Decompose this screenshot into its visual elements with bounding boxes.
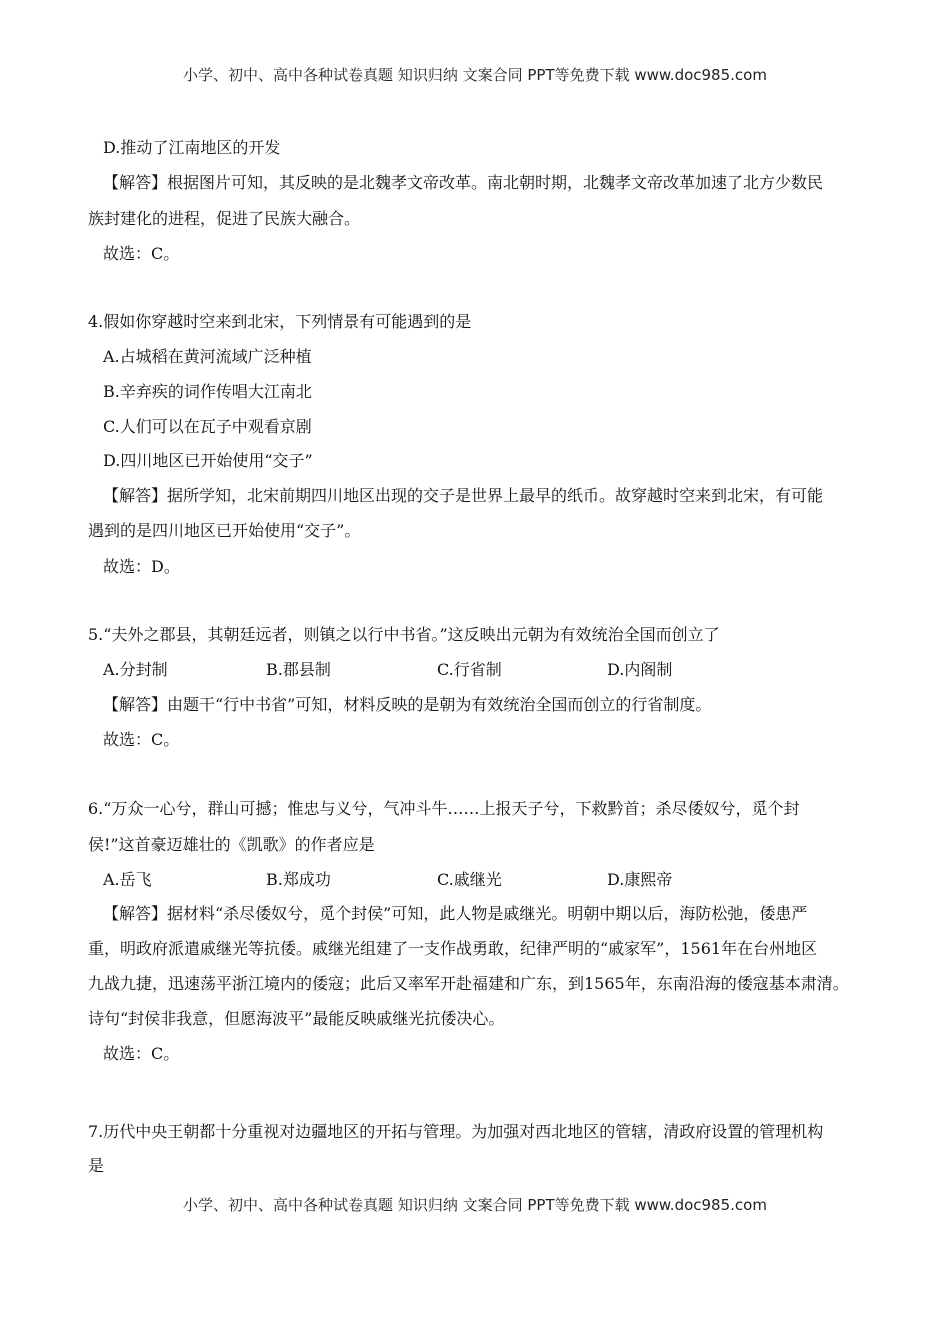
- q6-option-a: A.岳飞: [103, 870, 152, 889]
- q6-option-b: B.郑成功: [266, 870, 331, 889]
- q4-option-b: B.辛弃疾的词作传唱大江南北: [103, 382, 312, 401]
- q6-answer: 【解答】据材料“杀尽倭奴兮，觅个封侯”可知，此人物是戚继光。明朝中期以后，海防松弛，倭患严: [103, 904, 808, 923]
- q6-answer-cont-1: 重，明政府派遣戚继光等抗倭。戚继光组建了一支作战勇敢，纪律严明的“戚家军”，1561年在台州地区: [88, 939, 818, 958]
- q3-answer-cont: 族封建化的进程，促进了民族大融合。: [88, 209, 361, 228]
- q3-option-d: D.推动了江南地区的开发: [103, 138, 281, 157]
- q4-question: 4.假如你穿越时空来到北宋，下列情景有可能遇到的是: [88, 312, 472, 331]
- q5-question: 5.“夫外之郡县，其朝廷远者，则镇之以行中书省。”这反映出元朝为有效统治全国而创立了: [88, 625, 720, 644]
- q6-option-c: C.戚继光: [437, 870, 502, 889]
- q6-option-d: D.康熙帝: [607, 870, 673, 889]
- q7-question-cont: 是: [88, 1156, 105, 1175]
- q5-option-a: A.分封制: [103, 660, 168, 679]
- q3-answer: 【解答】根据图片可知，其反映的是北魏孝文帝改革。南北朝时期，北魏孝文帝改革加速了北方少数民: [103, 173, 824, 192]
- q4-answer: 【解答】据所学知，北宋前期四川地区出现的交子是世界上最早的纸币。故穿越时空来到北宋，有可能: [103, 486, 824, 505]
- q6-question: 6.“万众一心兮，群山可撼；惟忠与义兮，气冲斗牛……上报天子兮，下救黔首；杀尽倭奴兮，觅个封: [88, 799, 800, 818]
- q5-option-b: B.郡县制: [266, 660, 331, 679]
- q5-option-d: D.内阁制: [607, 660, 673, 679]
- q4-option-c: C.人们可以在瓦子中观看京剧: [103, 417, 312, 436]
- q4-option-a: A.占城稻在黄河流域广泛种植: [103, 347, 312, 366]
- q4-answer-cont: 遇到的是四川地区已开始使用“交子”。: [88, 521, 361, 540]
- q6-answer-cont-3: 诗句“封侯非我意，但愿海波平”最能反映戚继光抗倭决心。: [88, 1009, 505, 1028]
- q4-option-d: D.四川地区已开始使用“交子”: [103, 451, 313, 470]
- page-header: 小学、初中、高中各种试卷真题 知识归纳 文案合同 PPT等免费下载 www.doc985.com: [183, 66, 767, 84]
- page-footer: 小学、初中、高中各种试卷真题 知识归纳 文案合同 PPT等免费下载 www.doc985.com: [183, 1196, 767, 1214]
- q5-answer: 【解答】由题干“行中书省”可知，材料反映的是朝为有效统治全国而创立的行省制度。: [103, 695, 712, 714]
- q5-choice: 故选：C。: [103, 730, 180, 749]
- q7-question: 7.历代中央王朝都十分重视对边疆地区的开拓与管理。为加强对西北地区的管辖，清政府设置的管理机构: [88, 1122, 824, 1141]
- q3-choice: 故选：C。: [103, 244, 180, 263]
- q6-question-cont: 侯!”这首豪迈雄壮的《凯歌》的作者应是: [88, 835, 375, 854]
- q4-choice: 故选：D。: [103, 557, 180, 576]
- q5-option-c: C.行省制: [437, 660, 502, 679]
- q6-choice: 故选：C。: [103, 1044, 180, 1063]
- q6-answer-cont-2: 九战九捷，迅速荡平浙江境内的倭寇；此后又率军开赴福建和广东，到1565年，东南沿海的倭寇基本肃清。: [88, 974, 849, 993]
